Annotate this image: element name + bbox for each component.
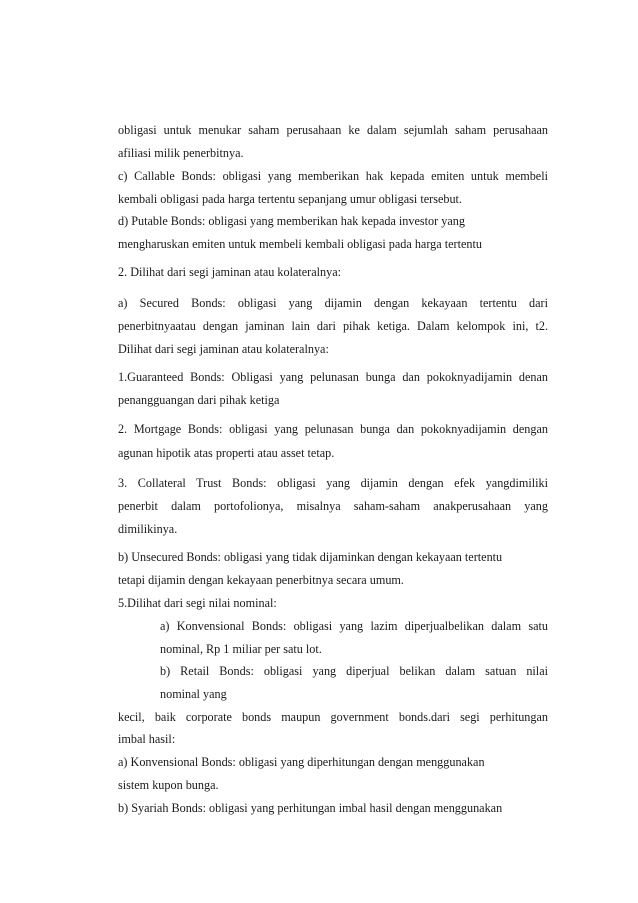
text-line: c) Callable Bonds: obligasi yang memberikan hak kepada emiten untuk membeli <box>118 169 548 183</box>
text-line: b) Unsecured Bonds: obligasi yang tidak dijaminkan dengan kekayaan tertentu <box>118 550 503 564</box>
text-line: mengharuskan emiten untuk membeli kembali obligasi pada harga tertentu <box>118 237 482 251</box>
text-line: imbal hasil: <box>118 732 176 746</box>
text-line: penerbit dalam portofolionya, misalnya saham-saham anakperusahaan yang <box>118 499 548 513</box>
text-line: b) Retail Bonds: obligasi yang diperjual belikan dalam satuan nilai <box>160 664 548 678</box>
text-line: nominal, Rp 1 miliar per satu lot. <box>160 642 322 656</box>
text-line: 1.Guaranteed Bonds: Obligasi yang pelunasan bunga dan pokoknyadijamin denan <box>118 370 548 384</box>
text-line: obligasi untuk menukar saham perusahaan ke dalam sejumlah saham perusahaan <box>118 123 548 137</box>
text-line: tetapi dijamin dengan kekayaan penerbitnya secara umum. <box>118 573 404 587</box>
text-line: d) Putable Bonds: obligasi yang memberikan hak kepada investor yang <box>118 214 465 228</box>
section-heading: 5.Dilihat dari segi nilai nominal: <box>118 596 277 610</box>
text-line: agunan hipotik atas properti atau asset tetap. <box>118 446 335 460</box>
section-heading: 2. Dilihat dari segi jaminan atau kolateralnya: <box>118 265 342 279</box>
text-line: sistem kupon bunga. <box>118 778 219 792</box>
text-line: dimilikinya. <box>118 522 178 536</box>
text-line: afiliasi milik penerbitnya. <box>118 146 244 160</box>
text-line: a) Konvensional Bonds: obligasi yang diperhitungan dengan menggunakan <box>118 755 485 769</box>
text-line: a) Konvensional Bonds: obligasi yang lazim diperjualbelikan dalam satu <box>160 619 548 633</box>
text-line: kecil, baik corporate bonds maupun government bonds.dari segi perhitungan <box>118 710 548 724</box>
text-line: b) Syariah Bonds: obligasi yang perhitungan imbal hasil dengan menggunakan <box>118 801 503 815</box>
text-line: 3. Collateral Trust Bonds: obligasi yang dijamin dengan efek yangdimiliki <box>118 476 548 490</box>
text-line: Dilihat dari segi jaminan atau kolateralnya: <box>118 342 329 356</box>
text-line: penangguangan dari pihak ketiga <box>118 393 280 407</box>
text-line: kembali obligasi pada harga tertentu sepanjang umur obligasi tersebut. <box>118 192 462 206</box>
text-line: penerbitnyaatau dengan jaminan lain dari pihak ketiga. Dalam kelompok ini, t2. <box>118 319 548 333</box>
text-line: nominal yang <box>160 687 227 701</box>
text-line: 2. Mortgage Bonds: obligasi yang pelunasan bunga dan pokoknyadijamin dengan <box>118 422 548 436</box>
text-line: a) Secured Bonds: obligasi yang dijamin dengan kekayaan tertentu dari <box>118 296 548 310</box>
